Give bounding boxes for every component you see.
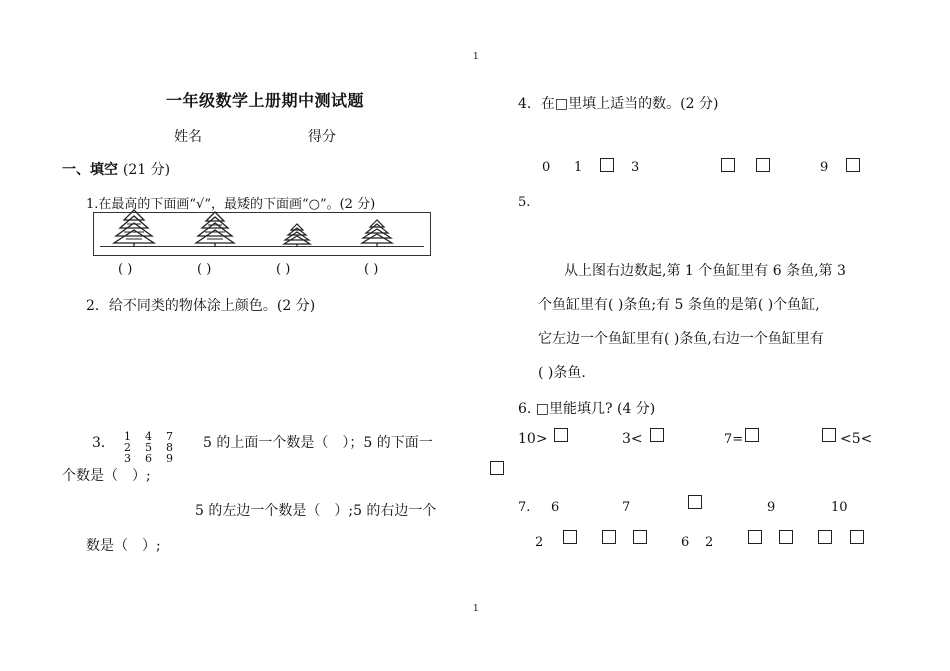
question-1-text: 1.在最高的下面画“√”，最矮的下面画“○”。(2 分): [86, 197, 376, 212]
sequence-number: 9: [767, 500, 776, 515]
comparison-item: <5<: [840, 431, 873, 447]
answer-box[interactable]: [748, 530, 762, 544]
answer-blank[interactable]: ( ): [197, 262, 212, 277]
answer-box[interactable]: [846, 158, 860, 172]
answer-box[interactable]: [602, 530, 616, 544]
sequence-number: 2: [705, 535, 714, 550]
grid-cell: 4: [145, 430, 152, 443]
question-3-line: 数是（ ）;: [86, 538, 161, 554]
sequence-number: 10: [831, 500, 848, 515]
number-grid: [124, 431, 173, 464]
tree-icon: [194, 210, 236, 248]
tree-icon: [282, 222, 312, 248]
question-4-text: 4．在□里填上适当的数。(2 分): [518, 96, 719, 112]
tree-icon: [112, 208, 156, 248]
question-2-text: 2．给不同类的物体涂上颜色。(2 分): [86, 298, 316, 314]
answer-box[interactable]: [554, 428, 568, 442]
sequence-number: 7: [622, 500, 631, 515]
text-line: 从上图右边数起,第 1 个鱼缸里有 6 条鱼,第 3: [564, 263, 846, 279]
grid-cell: 3: [124, 452, 131, 465]
comparison-item: 3<: [622, 431, 643, 447]
text-line: 个鱼缸里有( )条鱼;有 5 条鱼的是第( )个鱼缸,: [538, 297, 820, 313]
page-number-bottom: 1: [473, 604, 479, 614]
answer-box[interactable]: [688, 495, 702, 509]
grid-cell: 8: [166, 441, 173, 454]
section-title: 一、填空: [62, 162, 118, 178]
sequence-number: 2: [535, 535, 544, 550]
tree-icon: [360, 218, 394, 248]
answer-box[interactable]: [850, 530, 864, 544]
page-title: 一年级数学上册期中测试题: [166, 91, 365, 110]
answer-box[interactable]: [633, 530, 647, 544]
answer-blank[interactable]: ( ): [364, 262, 379, 277]
question-3-number: 3．: [92, 435, 115, 451]
question-6-text: 6. □里能填几? (4 分): [518, 401, 656, 417]
question-5-text: [538, 254, 846, 390]
answer-box[interactable]: [600, 158, 614, 172]
answer-box[interactable]: [822, 428, 836, 442]
page-number-top: 1: [473, 52, 479, 62]
section-points: (21 分): [122, 162, 171, 178]
sequence-number: 1: [574, 160, 583, 175]
sequence-number: 6: [551, 500, 560, 515]
grid-cell: 2: [124, 441, 131, 454]
comparison-item: 7=: [724, 432, 744, 447]
answer-box[interactable]: [650, 428, 664, 442]
grid-cell: 9: [166, 452, 173, 465]
question-3-line: 个数是（ ）;: [62, 468, 151, 484]
answer-box[interactable]: [818, 530, 832, 544]
answer-box[interactable]: [745, 428, 759, 442]
name-label: 姓名: [174, 129, 202, 145]
text-line: 它左边一个鱼缸里有( )条鱼,右边一个鱼缸里有: [538, 331, 824, 347]
sequence-number: 3: [631, 160, 640, 175]
comparison-item: 10>: [518, 431, 548, 447]
question-3-line: 5 的左边一个数是（ ）;5 的右边一个: [195, 503, 437, 519]
grid-cell: 7: [166, 430, 173, 443]
sequence-number: 6: [681, 535, 690, 550]
answer-blank[interactable]: ( ): [276, 262, 291, 277]
answer-box[interactable]: [721, 158, 735, 172]
question-3-line: 5 的上面一个数是（ ）；5 的下面一: [203, 435, 433, 451]
answer-box[interactable]: [490, 461, 504, 475]
grid-cell: 5: [145, 441, 152, 454]
section-heading: [62, 159, 170, 179]
grid-cell: 6: [145, 452, 152, 465]
grid-cell: 1: [124, 430, 131, 443]
answer-box[interactable]: [756, 158, 770, 172]
sequence-number: 0: [542, 160, 551, 175]
answer-box[interactable]: [563, 530, 577, 544]
answer-box[interactable]: [779, 530, 793, 544]
text-line: ( )条鱼.: [538, 365, 586, 381]
question-7-number: 7.: [518, 500, 531, 515]
score-label: 得分: [308, 129, 336, 145]
sequence-number: 9: [820, 160, 829, 175]
grid-row: [124, 453, 173, 464]
answer-blank[interactable]: ( ): [118, 262, 133, 277]
question-5-number: 5.: [518, 195, 531, 210]
